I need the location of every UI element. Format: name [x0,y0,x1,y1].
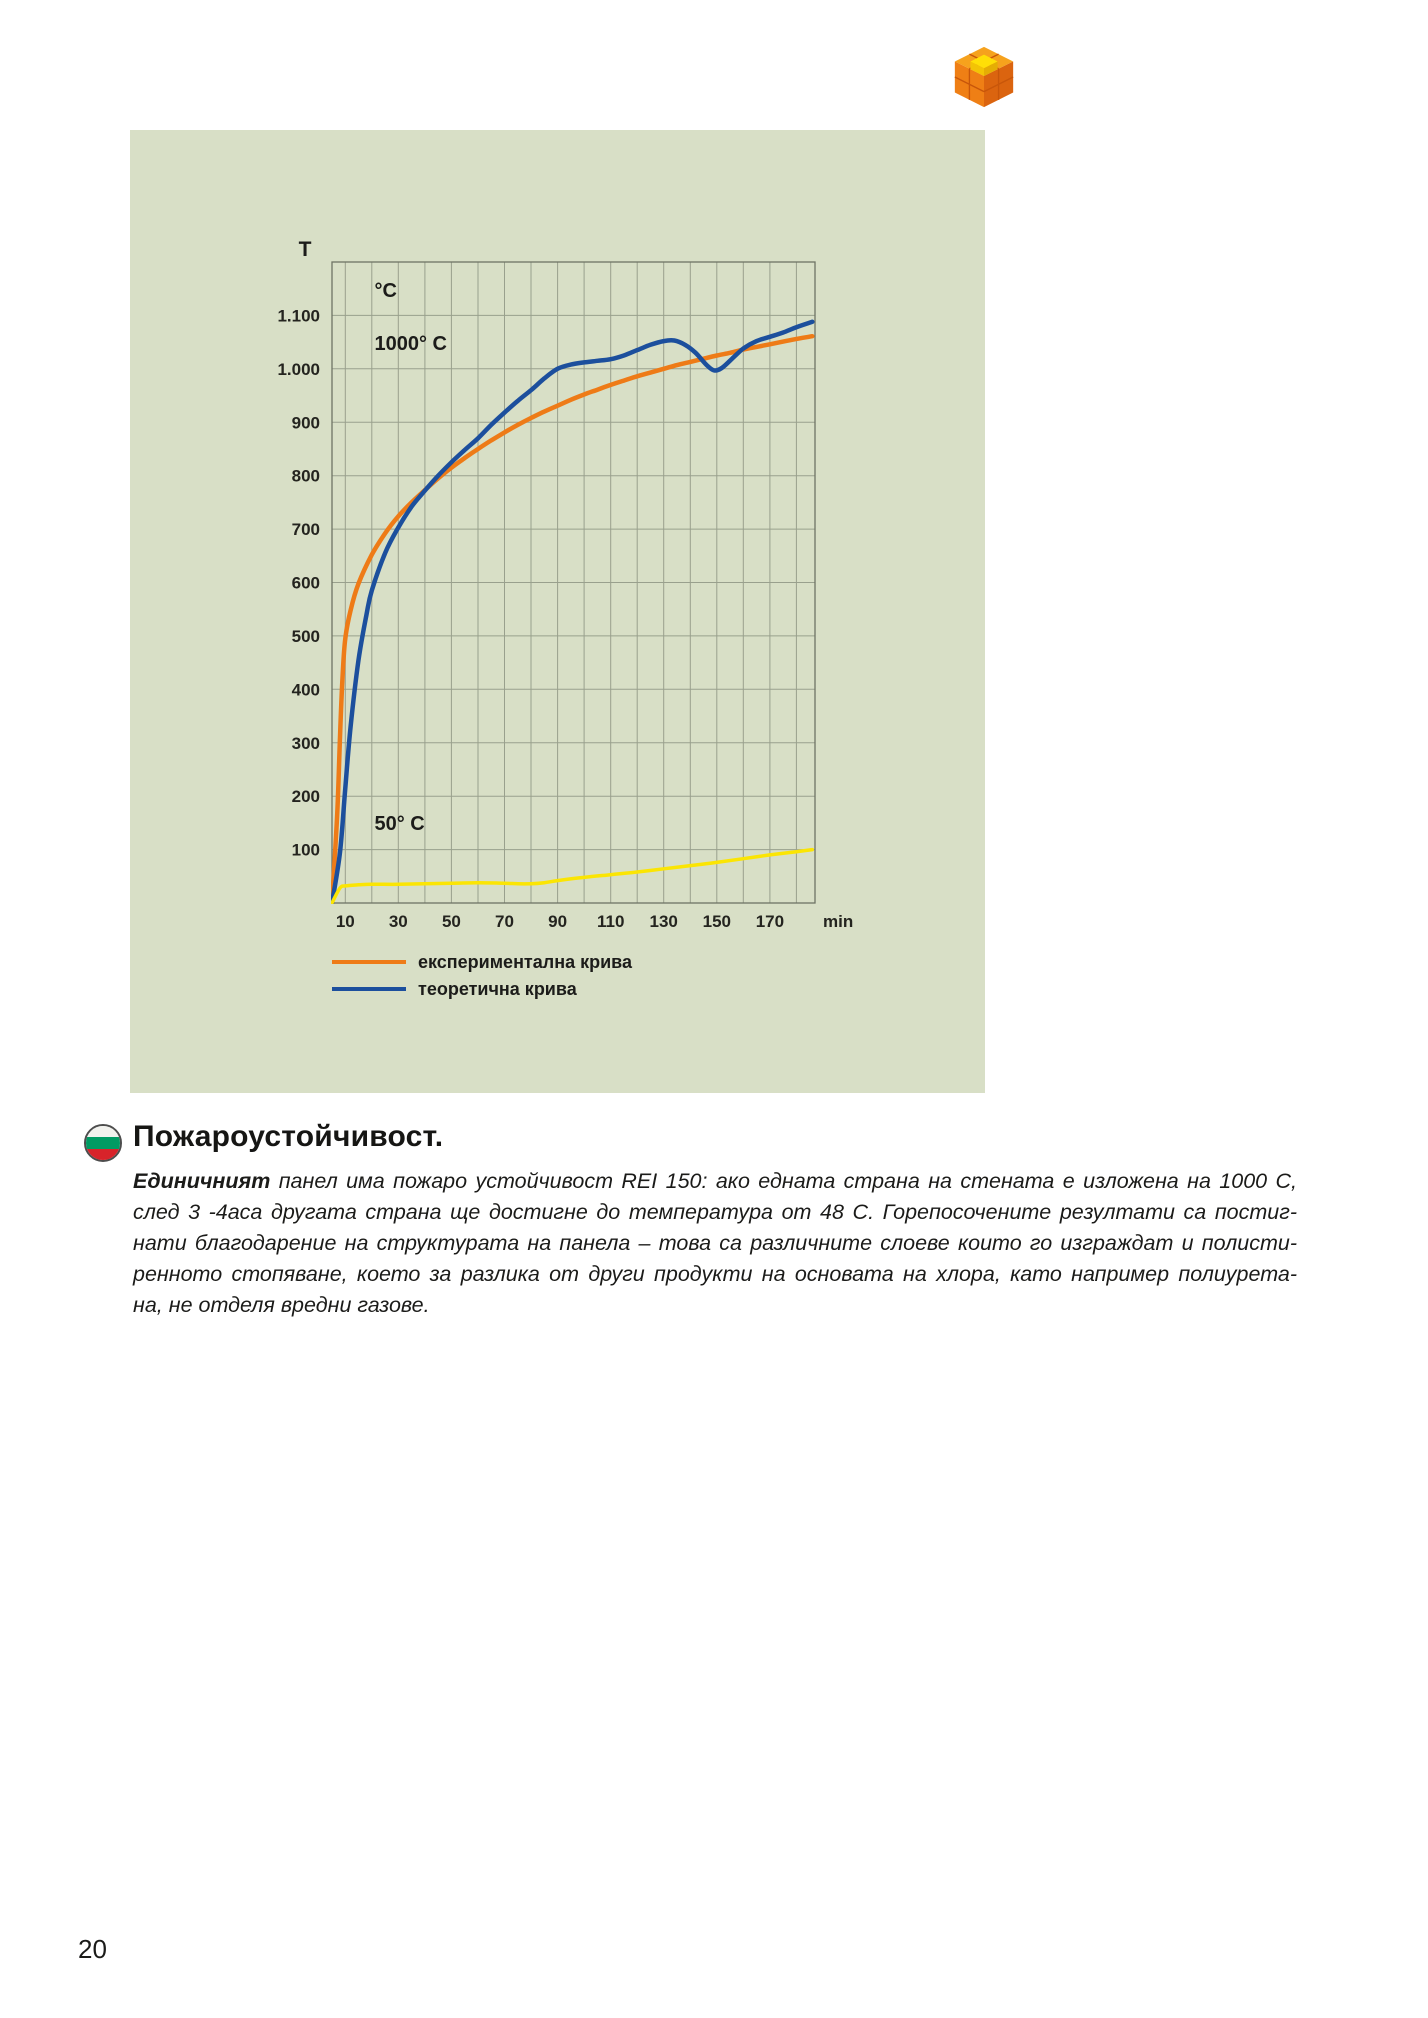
svg-text:300: 300 [291,733,320,753]
svg-text:T: T [298,238,312,261]
body-line: ренното стопяване, което за разлика от други продукти на основата на хлора, като например полиурета- [133,1262,1297,1286]
body-line [133,1166,1297,1197]
chart-legend [332,950,632,1001]
svg-text:10: 10 [335,912,355,931]
legend-swatch-experimental [332,960,406,964]
svg-text:130: 130 [649,912,678,931]
legend-item-theoretical [332,977,632,1001]
svg-text:1000° C: 1000° C [374,333,447,356]
flag-stripe-white [86,1126,120,1137]
chart-panel [130,130,985,1093]
legend-swatch-theoretical [332,987,406,991]
svg-text:50° C: 50° C [374,812,425,835]
legend-label-theoretical: теоретична крива [418,978,577,999]
svg-text:150: 150 [702,912,731,931]
flag-stripe-green [86,1137,120,1148]
svg-text:1.100: 1.100 [277,306,320,326]
legend-label-experimental: експериментална крива [418,951,632,972]
svg-text:400: 400 [291,680,320,700]
section-heading: Пожароустойчивост. [133,1120,444,1153]
brand-cube-logo [948,42,1020,112]
svg-text:800: 800 [291,466,320,486]
svg-text:170: 170 [755,912,785,931]
section-body [133,1166,1297,1321]
bulgaria-flag-icon [84,1124,122,1162]
page-number: 20 [78,1934,107,1964]
svg-text:min: min [823,912,854,931]
svg-text:200: 200 [291,787,320,807]
svg-text:70: 70 [495,912,514,931]
temperature-chart-svg [130,130,985,1093]
svg-text:°C: °C [374,279,397,302]
svg-text:110: 110 [596,912,625,931]
cube-logo-icon [948,42,1020,112]
svg-text:30: 30 [388,912,408,931]
lead-word: Единичният [133,1169,271,1193]
svg-text:90: 90 [548,912,568,931]
svg-text:100: 100 [291,840,320,860]
svg-text:500: 500 [291,626,320,646]
legend-item-experimental [332,950,632,974]
svg-text:600: 600 [291,573,320,593]
body-line: нати благодарение на структурата на панела – това са различните слоеве които го изграждат и полисти- [133,1231,1297,1255]
flag-stripe-red [86,1149,120,1160]
svg-text:50: 50 [441,912,461,931]
svg-text:700: 700 [291,520,320,540]
body-line-text: панел има пожаро устойчивост REI 150: ако едната страна на стената е изложена на 1000 С, [270,1169,1297,1193]
svg-text:1.000: 1.000 [277,359,320,379]
body-line: след 3 -4аса другата страна ще достигне до температура от 48 С. Горепосочените резултати са постиг- [133,1200,1297,1224]
svg-text:900: 900 [291,413,320,433]
body-line: на, не отделя вредни газове. [133,1293,430,1317]
